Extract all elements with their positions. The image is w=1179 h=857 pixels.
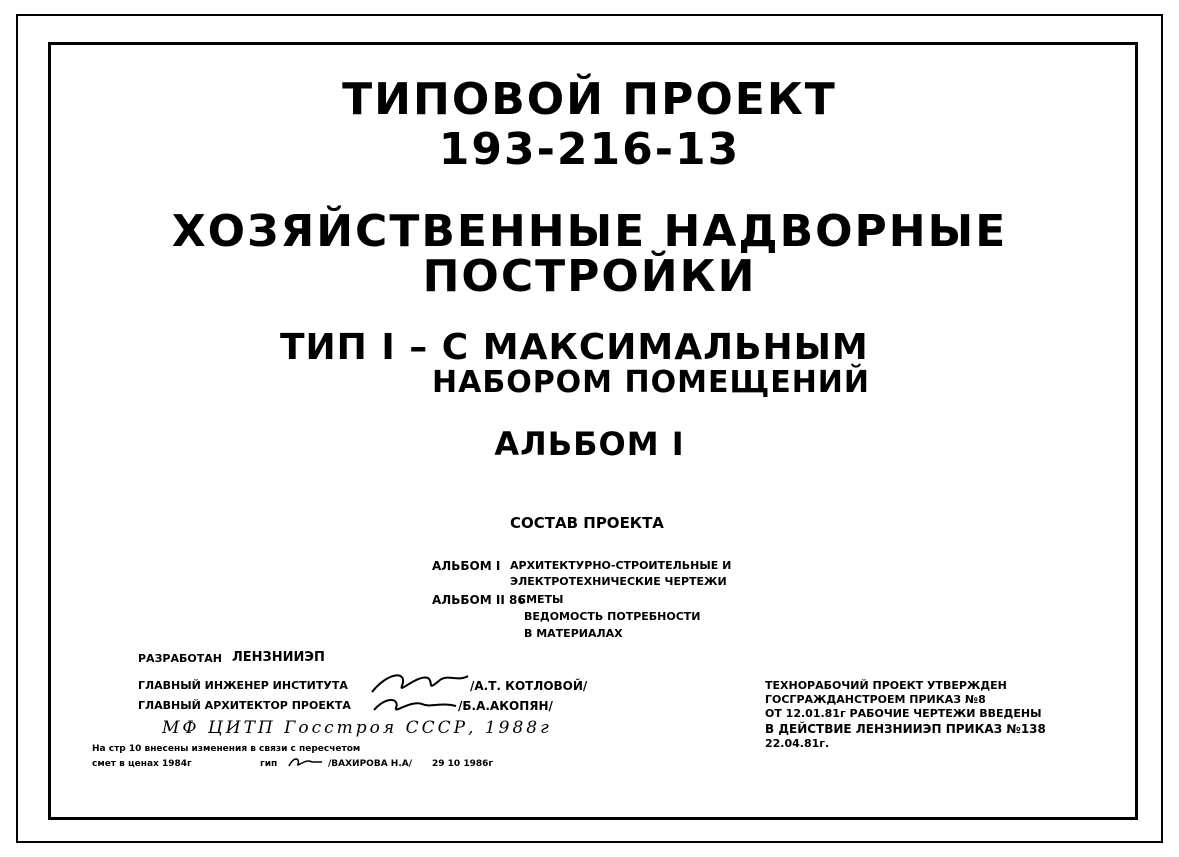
album1-line-2: ЭЛЕКТРОТЕХНИЧЕСКИЕ ЧЕРТЕЖИ xyxy=(510,575,727,588)
title-project-number: 193-216-13 xyxy=(438,124,741,175)
type-line-2: НАБОРОМ ПОМЕЩЕНИЙ xyxy=(432,365,871,400)
chief-engineer-label: ГЛАВНЫЙ ИНЖЕНЕР ИНСТИТУТА xyxy=(138,679,348,692)
approval-line-4: В ДЕЙСТВИЕ ЛЕНЗНИИЭП ПРИКАЗ №138 xyxy=(765,722,1046,736)
changes-gip: гип xyxy=(260,759,278,769)
album2-line-2: ВЕДОМОСТЬ ПОТРЕБНОСТИ xyxy=(524,610,701,623)
title-line-4: ПОСТРОЙКИ xyxy=(422,251,757,302)
approval-line-1: ТЕХНОРАБОЧИЙ ПРОЕКТ УТВЕРЖДЕН xyxy=(765,679,1007,692)
album2-label: АЛЬБОМ II 86 xyxy=(432,593,526,607)
chief-engineer-name: /А.Т. КОТЛОВОЙ/ xyxy=(470,679,588,693)
album1-line-1: АРХИТЕКТУРНО-СТРОИТЕЛЬНЫЕ И xyxy=(510,559,732,572)
chief-architect-name: /Б.А.АКОПЯН/ xyxy=(458,699,553,713)
developed-by-label: РАЗРАБОТАН xyxy=(138,652,222,665)
album1-label: АЛЬБОМ I xyxy=(432,559,501,573)
changes-line-2: смет в ценах 1984г xyxy=(92,759,192,769)
approval-line-5: 22.04.81г. xyxy=(765,737,830,750)
title-line-3: ХОЗЯЙСТВЕННЫЕ НАДВОРНЫЕ xyxy=(171,206,1008,257)
album2-line-3: В МАТЕРИАЛАХ xyxy=(524,627,623,640)
changes-line-1: На стр 10 внесены изменения в связи с пересчетом xyxy=(92,744,361,754)
signature-chief-architect xyxy=(370,694,460,716)
approval-line-2: ГОСГРАЖДАНСТРОЕМ ПРИКАЗ №8 xyxy=(765,693,986,706)
changes-name: /ВАХИРОВА Н.А/ xyxy=(328,759,412,769)
type-line-1: ТИП I – С МАКСИМАЛЬНЫМ xyxy=(280,327,869,368)
changes-date: 29 10 1986г xyxy=(432,759,494,769)
album2-line-1: СМЕТЫ xyxy=(518,593,564,606)
composition-heading: СОСТАВ ПРОЕКТА xyxy=(510,514,664,532)
approval-line-3: ОТ 12.01.81г РАБОЧИЕ ЧЕРТЕЖИ ВВЕДЕНЫ xyxy=(765,707,1042,720)
chief-architect-label: ГЛАВНЫЙ АРХИТЕКТОР ПРОЕКТА xyxy=(138,699,351,712)
title-line-1: ТИПОВОЙ ПРОЕКТ xyxy=(342,74,837,125)
stamp-handwritten: МФ ЦИТП Госстроя СССР, 1988г xyxy=(162,718,552,738)
developer-org: ЛЕНЗНИИЭП xyxy=(232,650,325,665)
album-title: АЛЬБОМ I xyxy=(494,425,685,463)
signature-gip xyxy=(286,754,326,770)
